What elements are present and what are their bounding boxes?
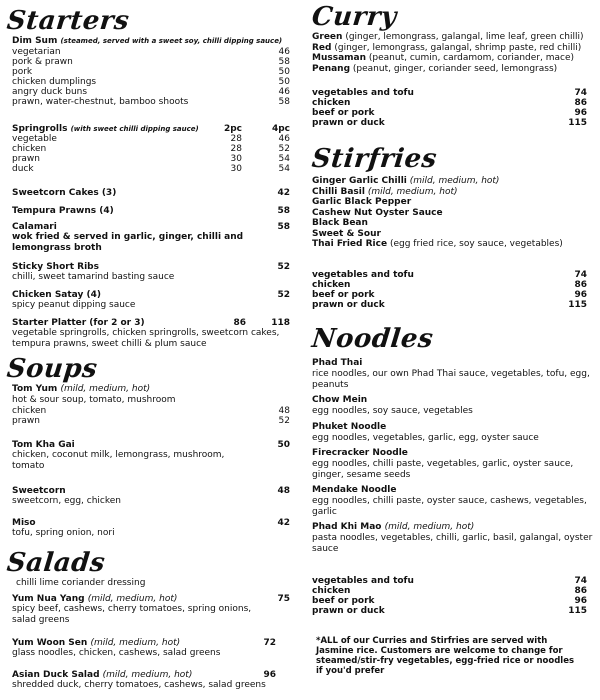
price-row-label: prawn [12, 415, 40, 426]
price-row-label: chicken [12, 405, 47, 416]
noodle-title: Phad Khi Mao [312, 522, 382, 532]
springroll-price-4pc: 46 [278, 134, 290, 144]
price-row-value: 115 [568, 606, 587, 616]
price-row-label: prawn or duck [312, 118, 385, 128]
price-row-value: 46 [278, 47, 290, 57]
left-column [0, 0, 295, 700]
price-row [12, 57, 290, 67]
stirfry-item [312, 176, 597, 187]
price-row [12, 77, 290, 87]
noodle-item [312, 395, 597, 417]
price-row [12, 416, 290, 426]
noodle-name [312, 395, 597, 406]
price-row-label: beef or pork [312, 290, 375, 300]
yum-woon-sen-item: Yum Woon Sen (mild, medium, hot) 72 glass noodles, chicken, cashews, salad greens [12, 638, 276, 658]
noodle-title: Chow Mein [312, 395, 368, 405]
springroll-price-2pc: 30 [230, 164, 242, 174]
price-row-value: 58 [278, 97, 290, 107]
price-row-label: chicken dumplings [12, 77, 97, 87]
price-row [312, 606, 587, 616]
springroll-label: prawn [12, 154, 40, 164]
curry-type-name: Green [312, 32, 343, 42]
stirfry-name: Chilli Basil [312, 186, 365, 197]
price-row [312, 290, 587, 300]
price-row [312, 270, 587, 280]
price-row-value: 50 [278, 77, 290, 87]
price-row-value: 86 [574, 586, 587, 596]
price-row-value: 52 [278, 415, 290, 426]
springroll-label: chicken [12, 144, 47, 154]
noodle-title: Firecracker Noodle [312, 448, 408, 458]
soups-heading: Soups [5, 354, 99, 384]
price-row-label: vegetarian [12, 47, 61, 57]
springroll-row [12, 134, 290, 144]
springroll-row [12, 154, 290, 164]
footnote: *ALL of our Curries and Stirfries are served with Jasmine rice. Customers are welcome to change for steamed/stir-fry vegetables, egg-fried rice or noodles if you'd prefer [316, 636, 575, 676]
tom-yum-item: Tom Yum (mild, medium, hot) hot & sour soup, tomato, mushroom chicken 48 prawn 52 [12, 384, 290, 426]
noodle-desc: rice noodles, our own Phad Thai sauce, vegetables, tofu, egg, peanuts [312, 369, 590, 390]
stirfry-item [312, 187, 597, 198]
noodles-prices [312, 576, 587, 616]
springrolls-list [12, 134, 290, 174]
noodle-item [312, 485, 597, 517]
price-row-label: vegetables and tofu [312, 576, 414, 586]
noodle-title: Mendake Noodle [312, 485, 397, 495]
stirfry-option: (mild, medium, hot) [409, 176, 500, 186]
sweetcorn-cakes-item: Sweetcorn Cakes (3) 42 [12, 188, 290, 198]
noodles-heading: Noodles [310, 324, 435, 354]
price-row-value: 86 [574, 280, 587, 290]
dim-sum-section [12, 36, 290, 107]
price-row-label: beef or pork [312, 108, 375, 118]
price-row [12, 47, 290, 57]
price-row-value: 74 [574, 270, 587, 280]
price-row-label: prawn, water-chestnut, bamboo shoots [12, 97, 189, 107]
price-row [312, 596, 587, 606]
stirfry-option: (mild, medium, hot) [367, 186, 458, 197]
noodle-name [312, 522, 597, 533]
curry-type [312, 64, 597, 75]
price-row-label: prawn or duck [312, 606, 385, 616]
short-ribs-item: Sticky Short Ribs 52 chilli, sweet tamarind basting sauce [12, 262, 290, 282]
stirfry-name: Black Bean [312, 218, 368, 228]
starters-heading: Starters [5, 6, 131, 36]
salads-heading: Salads [5, 548, 107, 578]
noodles-list [312, 358, 597, 559]
stirfry-name: Sweet & Sour [312, 228, 381, 239]
price-row [312, 108, 587, 118]
salads-intro: chilli lime coriander dressing [16, 578, 146, 588]
chicken-satay-item: Chicken Satay (4) 52 spicy peanut dipping sauce [12, 290, 290, 310]
curry-type-name: Penang [312, 63, 351, 74]
noodle-desc: pasta noodles, vegetables, chilli, garlic, basil, galangal, oyster sauce [312, 533, 593, 554]
price-row [312, 118, 587, 128]
springroll-price-2pc: 28 [230, 144, 242, 154]
stirfry-option: (egg fried rice, soy sauce, vegetables) [389, 239, 563, 249]
curry-types-list [312, 32, 597, 74]
curry-type-name: Red [312, 42, 332, 53]
price-row [12, 87, 290, 97]
noodle-name [312, 358, 597, 369]
price-row-value: 74 [574, 88, 587, 98]
tempura-prawns-item: Tempura Prawns (4) 58 [12, 206, 290, 216]
yum-nua-yang-item: Yum Nua Yang (mild, medium, hot) 75 spicy beef, cashews, cherry tomatoes, spring onions, salad greens [12, 594, 290, 625]
stirfry-name: Cashew Nut Oyster Sauce [312, 207, 443, 218]
noodle-desc: egg noodles, soy sauce, vegetables [312, 406, 473, 416]
tom-yum-list [12, 406, 290, 426]
springroll-row [12, 144, 290, 154]
starter-platter-item: Starter Platter (for 2 or 3) 86 118 vegetable springrolls, chicken springrolls, sweetcorn cakes, tempura prawns, sweet chilli & plum sauce [12, 318, 290, 349]
noodle-item [312, 522, 597, 554]
tom-kha-gai-item: Tom Kha Gai 50 chicken, coconut milk, lemongrass, mushroom, tomato [12, 440, 290, 471]
price-row [312, 88, 587, 98]
springrolls-header: Springrolls (with sweet chilli dipping sauce) 2pc 4pc [12, 124, 290, 134]
price-row [12, 406, 290, 416]
price-row-value: 96 [574, 108, 587, 118]
stirfry-item [312, 229, 597, 240]
springroll-price-2pc: 28 [230, 134, 242, 144]
curry-type [312, 53, 597, 64]
price-row-label: chicken [312, 98, 351, 108]
curry-type [312, 32, 597, 43]
price-row [312, 576, 587, 586]
curry-heading: Curry [310, 2, 399, 32]
springroll-row [12, 164, 290, 174]
springroll-price-4pc: 54 [278, 164, 290, 174]
stirfry-item [312, 218, 597, 229]
stirfries-heading: Stirfries [310, 144, 439, 174]
noodle-item [312, 358, 597, 390]
price-row-value: 46 [278, 87, 290, 97]
price-row [312, 98, 587, 108]
noodle-item [312, 448, 597, 480]
price-row-value: 115 [568, 300, 587, 310]
noodle-name [312, 422, 597, 433]
stirfry-item [312, 208, 597, 219]
price-row-label: prawn or duck [312, 300, 385, 310]
calamari-item: Calamari 58 wok fried & served in garlic, ginger, chilli and lemongrass broth [12, 222, 290, 253]
curry-type-desc: (peanut, ginger, coriander seed, lemongrass) [352, 63, 558, 74]
curry-type-desc: (peanut, cumin, cardamom, coriander, mace) [368, 53, 574, 63]
price-row-label: pork & prawn [12, 57, 73, 67]
stirfry-name: Garlic Black Pepper [312, 197, 412, 207]
noodle-title: Phuket Noodle [312, 421, 387, 432]
dim-sum-title: Dim Sum (steamed, served with a sweet soy, chilli dipping sauce) [12, 36, 283, 46]
price-row-value: 48 [278, 405, 290, 416]
noodle-name [312, 448, 597, 459]
noodle-title: Phad Thai [312, 358, 363, 368]
price-row [312, 586, 587, 596]
price-row [12, 67, 290, 77]
price-row [12, 97, 290, 107]
price-row-value: 74 [574, 576, 587, 586]
noodle-option: (mild, medium, hot) [384, 522, 475, 532]
dim-sum-list [12, 47, 290, 107]
noodle-desc: egg noodles, chilli paste, oyster sauce, cashews, vegetables, garlic [312, 496, 587, 517]
curry-type [312, 43, 597, 54]
springroll-label: vegetable [12, 134, 57, 144]
asian-duck-salad-item: Asian Duck Salad (mild, medium, hot) 96 shredded duck, cherry tomatoes, cashews, salad greens [12, 670, 276, 690]
miso-item: Miso 42 tofu, spring onion, nori [12, 518, 290, 538]
price-row-value: 96 [574, 596, 587, 606]
price-row-value: 96 [574, 290, 587, 300]
curry-prices [312, 88, 587, 128]
noodle-item [312, 422, 597, 444]
price-row-label: pork [12, 67, 33, 77]
right-column [302, 0, 600, 700]
curry-type-name: Mussaman [312, 53, 367, 63]
curry-type-desc: (ginger, lemongrass, galangal, shrimp paste, red chilli) [334, 42, 582, 53]
noodle-name [312, 485, 597, 496]
stirfry-item [312, 239, 597, 250]
price-row-label: beef or pork [312, 596, 375, 606]
price-row-label: chicken [312, 280, 351, 290]
price-row [312, 280, 587, 290]
springroll-price-4pc: 52 [278, 144, 290, 154]
noodle-desc: egg noodles, chilli paste, vegetables, garlic, oyster sauce, ginger, sesame seeds [312, 459, 574, 480]
springroll-price-4pc: 54 [278, 154, 290, 164]
sweetcorn-soup-item: Sweetcorn 48 sweetcorn, egg, chicken [12, 486, 290, 506]
springroll-price-2pc: 30 [230, 154, 242, 164]
price-row-label: angry duck buns [12, 87, 88, 97]
stirfry-name: Ginger Garlic Chilli [312, 176, 407, 186]
stirfries-prices [312, 270, 587, 310]
price-row-label: chicken [312, 586, 351, 596]
stirfry-name: Thai Fried Rice [312, 239, 388, 249]
stirfries-list [312, 176, 597, 250]
price-row-value: 115 [568, 118, 587, 128]
price-row-value: 58 [278, 57, 290, 67]
price-row-label: vegetables and tofu [312, 88, 414, 98]
stirfry-item [312, 197, 597, 208]
price-row [312, 300, 587, 310]
noodle-desc: egg noodles, vegetables, garlic, egg, oyster sauce [312, 432, 539, 443]
price-row-value: 86 [574, 98, 587, 108]
springroll-label: duck [12, 164, 34, 174]
price-row-label: vegetables and tofu [312, 270, 414, 280]
curry-type-desc: (ginger, lemongrass, galangal, lime leaf, green chilli) [345, 32, 584, 42]
springrolls-section [12, 124, 290, 174]
price-row-value: 50 [278, 67, 290, 77]
